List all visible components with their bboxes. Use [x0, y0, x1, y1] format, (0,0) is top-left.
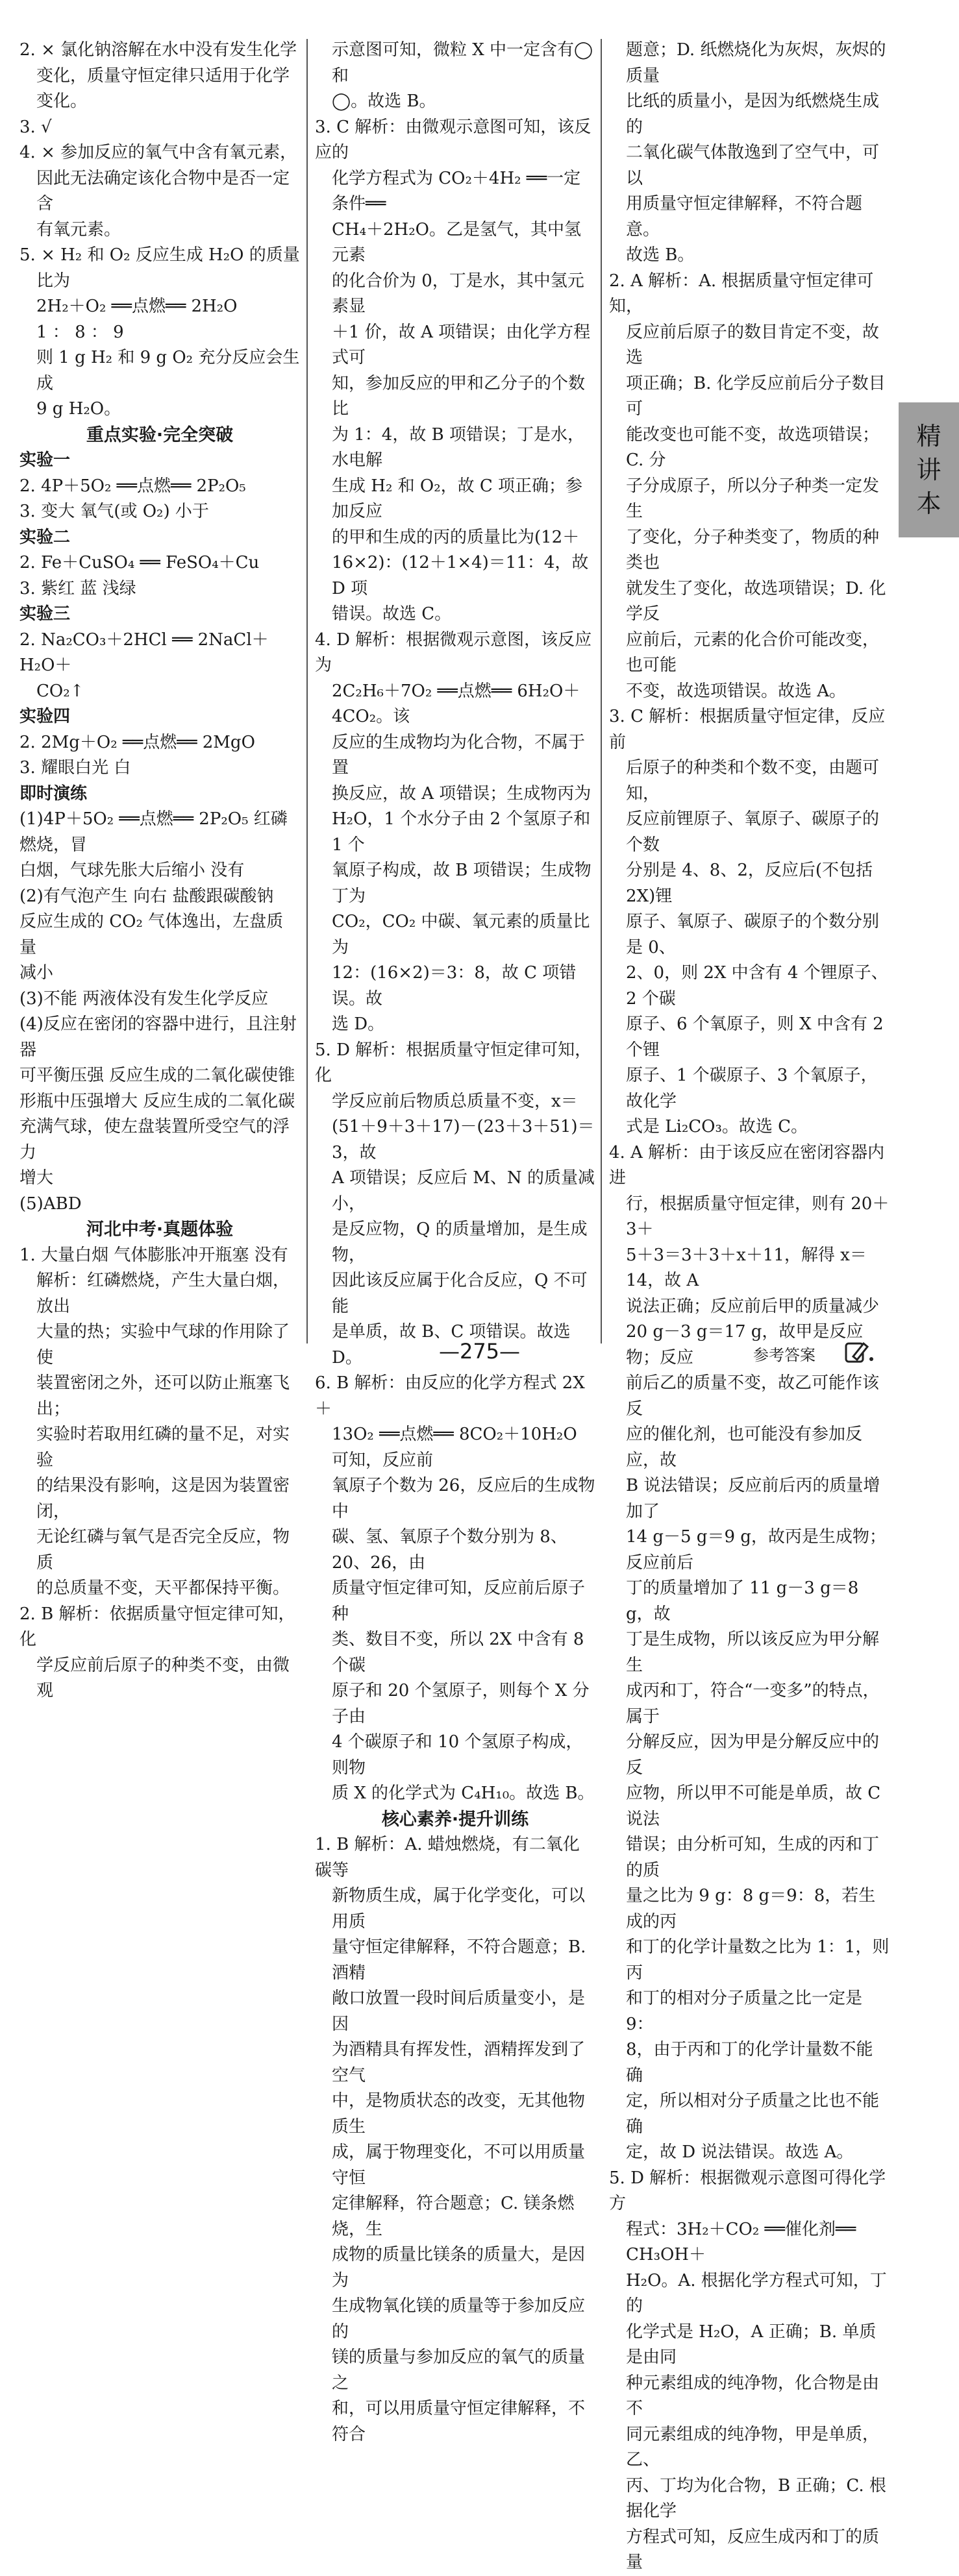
text-line: 成物的质量比镁条的质量大，是因为: [332, 2245, 586, 2290]
text-line: (1)4P＋5O₂ ══点燃══ 2P₂O₅ 红磷燃烧，冒: [19, 809, 288, 855]
text-line: 说法正确；反应前后甲的质量减少: [626, 1296, 880, 1316]
text-line: H₂O。A. 根据化学方程式可知，丁的: [626, 2270, 887, 2316]
text-line: 分解反应，因为甲是分解反应中的反: [626, 1732, 880, 1778]
text-line: 换反应，故 A 项错误；生成物丙为: [332, 783, 592, 803]
text-line: 比纸的质量小，是因为纸燃烧生成的: [626, 92, 880, 137]
text-line: 实验时若取用红磷的量不足，对实验: [36, 1425, 290, 1470]
text-line: 无论红磷与氧气是否完全反应，物质: [36, 1527, 290, 1573]
text-line: 1. 大量白烟 气体膨胀冲开瓶塞 没有: [19, 1245, 288, 1265]
text-line: 2H₂＋O₂ ══点燃══ 2H₂O: [36, 297, 238, 316]
column-right: [609, 38, 890, 2576]
text-line: 1 ： 8 ： 9: [36, 322, 124, 342]
text-line: 为 1：4，故 B 项错误；丁是水，水电解: [332, 424, 584, 470]
text-line: 有氧元素。: [36, 219, 121, 239]
text-line: 行，根据质量守恒定律，则有 20＋3＋: [626, 1194, 890, 1239]
text-line: 知，参加反应的甲和乙分子的个数比: [332, 373, 586, 419]
text-line: 原子、氧原子、碳原子的个数分别是 0、: [626, 912, 880, 957]
text-line: 方程式可知，反应生成丙和丁的质量: [626, 2527, 880, 2572]
text-line: 9 g H₂O。: [36, 399, 121, 419]
text-line: 因此该反应属于化合反应，Q 不可能: [332, 1271, 588, 1316]
text-line: 能改变也可能不变，故选项错误；C. 分: [626, 424, 880, 470]
side-tab-char: 讲: [916, 456, 941, 484]
text-line: ◯。故选 B。: [332, 92, 436, 111]
text-line: 20 g－3 g＝17 g，故甲是反应物；反应: [626, 1322, 864, 1368]
sub-heading: 即时演练: [19, 783, 88, 803]
text-line: 5. D 解析：根据微观示意图可得化学方: [609, 2168, 886, 2213]
text-line: 5. D 解析：根据质量守恒定律可知，化: [315, 1040, 592, 1085]
text-line: 学反应前后物质总质量不变，x＝: [332, 1091, 578, 1111]
text-line: 3. 紫红 蓝 浅绿: [19, 578, 136, 598]
text-line: 2. 2Mg＋O₂ ══点燃══ 2MgO: [19, 732, 255, 752]
text-line: CH₄＋2H₂O。乙是氢气，其中氢元素: [332, 219, 581, 265]
text-line: 定律解释，符合题意；C. 镁条燃烧，生: [332, 2194, 575, 2239]
side-tab-char: 精: [916, 422, 941, 450]
text-line: 应的催化剂，也可能没有参加反应，故: [626, 1425, 863, 1470]
text-line: 选 D。: [332, 1014, 385, 1034]
text-line: 可平衡压强 反应生成的二氧化碳使锥: [19, 1066, 295, 1085]
text-line: 原子和 20 个氢原子，则每个 X 分子由: [332, 1681, 590, 1726]
text-line: (3)不能 两液体没有发生化学反应: [19, 988, 269, 1009]
text-line: 成，属于物理变化，不可以用质量守恒: [332, 2142, 586, 2188]
sub-heading: 实验一: [19, 450, 71, 470]
text-line: 4. A 解析：由于该反应在密闭容器内进: [609, 1142, 885, 1188]
text-line: 式是 Li₂CO₃。故选 C。: [626, 1117, 808, 1136]
text-line: 2. Fe＋CuSO₄ ══ FeSO₄＋Cu: [19, 553, 260, 572]
text-line: 了变化，分子种类变了，物质的种类也: [626, 527, 880, 572]
text-line: 错误；由分析可知，生成的丙和丁的质: [626, 1835, 880, 1880]
text-line: 同元素组成的纯净物，甲是单质，乙、: [626, 2424, 880, 2470]
text-line: 2. 4P＋5O₂ ══点燃══ 2P₂O₅: [19, 476, 246, 496]
text-line: 4 个碳原子和 10 个氢原子构成，则物: [332, 1732, 583, 1778]
text-line: 3. √: [19, 117, 52, 137]
text-line: 敞口放置一段时间后质量变小，是因: [332, 1989, 586, 2034]
text-line: 程式：3H₂＋CO₂ ══催化剂══ CH₃OH＋: [626, 2219, 856, 2264]
text-line: 3. 变大 氧气(或 O₂) 小于: [19, 502, 209, 521]
text-line: 减小: [19, 963, 54, 983]
text-line: 质 X 的化学式为 C₄H₁₀。故选 B。: [332, 1784, 595, 1803]
text-line: 8，由于丙和丁的化学计量数不能确: [626, 2040, 873, 2085]
text-line: 定，故 D 说法错误。故选 A。: [626, 2142, 854, 2162]
text-line: 量之比为 9 g：8 g＝9：8，若生成的丙: [626, 1886, 876, 1932]
page-number: —275—: [438, 1339, 521, 1364]
column-divider: [306, 39, 308, 1343]
section-heading: 重点实验·完全突破: [86, 424, 234, 445]
text-line: 装置密闭之外，还可以防止瓶塞飞出；: [36, 1373, 290, 1419]
text-line: 2. A 解析：A. 根据质量守恒定律可知，: [609, 271, 874, 316]
text-line: 应物，所以甲不可能是单质，故 C 说法: [626, 1784, 881, 1829]
text-line: H₂O，1 个水分子由 2 个氢原子和 1 个: [332, 809, 591, 855]
sub-heading: 实验二: [19, 527, 71, 547]
text-line: 和，可以用质量守恒定律解释，不符合: [332, 2399, 586, 2444]
side-tab-char: 本: [916, 489, 941, 518]
footer-label: 参考答案: [753, 1346, 816, 1364]
text-line: 4. D 解析：根据微观示意图，该反应为: [315, 630, 592, 675]
text-line: 反应前锂原子、氧原子、碳原子的个数: [626, 809, 880, 855]
text-line: 2. Na₂CO₃＋2HCl ══ 2NaCl＋H₂O＋: [19, 630, 269, 675]
text-line: (5)ABD: [19, 1194, 82, 1214]
text-line: 就发生了变化，故选项错误；D. 化学反: [626, 578, 886, 624]
text-line: ＋1 价，故 A 项错误；由化学方程式可: [332, 322, 591, 367]
text-line: 分别是 4、8、2，反应后(不包括 2X)锂: [626, 861, 873, 906]
text-line: 碳、氢、氧原子个数分别为 8、20、26，由: [332, 1527, 567, 1573]
column-divider: [601, 39, 602, 1343]
text-line: 是单质，故 B、C 项错误。故选 D。: [332, 1322, 571, 1368]
text-line: 丙、丁均为化合物，B 正确；C. 根据化学: [626, 2475, 886, 2521]
text-line: 前后乙的质量不变，故乙可能作该反: [626, 1373, 880, 1419]
text-line: 因此无法确定该化合物中是否一定含: [36, 168, 290, 214]
text-line: 则 1 g H₂ 和 9 g O₂ 充分反应会生成: [36, 348, 300, 393]
text-line: 类、数目不变，所以 2X 中含有 8 个碳: [332, 1630, 584, 1675]
text-line: B 说法错误；反应前后丙的质量增加了: [626, 1476, 880, 1521]
text-line: 的化合价为 0，丁是水，其中氢元素显: [332, 271, 584, 316]
text-line: 氧原子构成，故 B 项错误；生成物丁为: [332, 861, 592, 906]
text-line: 错误。故选 C。: [332, 604, 452, 624]
text-line: 质量守恒定律可知，反应前后原子种: [332, 1578, 586, 1624]
text-line: 生成物氧化镁的质量等于参加反应的: [332, 2296, 586, 2342]
text-line: 形瓶中压强增大 反应生成的二氧化碳: [19, 1091, 295, 1111]
text-line: 丁是生成物，所以该反应为甲分解生: [626, 1630, 880, 1675]
text-line: 1. B 解析：A. 蜡烛燃烧，有二氧化碳等: [315, 1835, 580, 1880]
text-line: 变化。: [36, 92, 88, 111]
text-line: (4)反应在密闭的容器中进行，且注射器: [19, 1014, 297, 1060]
text-line: 2. × 氯化钠溶解在水中没有发生化学: [19, 40, 297, 60]
column-middle: [315, 38, 595, 2447]
text-line: (2)有气泡产生 向右 盐酸跟碳酸钠: [19, 886, 274, 906]
text-line: 6. B 解析：由反应的化学方程式 2X＋: [315, 1373, 585, 1419]
text-line: 2、0，则 2X 中含有 4 个锂原子、2 个碳: [626, 963, 888, 1009]
text-line: 反应的生成物均为化合物，不属于置: [332, 732, 586, 778]
section-heading: 核心素养·提升训练: [381, 1809, 529, 1830]
text-line: 镁的质量与参加反应的氧气的质量之: [332, 2348, 586, 2393]
text-line: 题意；D. 纸燃烧化为灰烬，灰烬的质量: [626, 40, 886, 86]
text-line: 种元素组成的纯净物，化合物是由不: [626, 2373, 880, 2418]
text-line: 成丙和丁，符合“一变多”的特点，属于: [626, 1681, 880, 1726]
text-line: 不变，故选项错误。故选 A。: [626, 681, 847, 701]
text-line: 化学式是 H₂O，A 正确；B. 单质是由同: [626, 2322, 877, 2367]
text-line: 学反应前后原子的种类不变，由微观: [36, 1655, 290, 1700]
text-line: 丁的质量增加了 11 g－3 g＝8 g，故: [626, 1578, 859, 1624]
text-line: 13O₂ ══点燃══ 8CO₂＋10H₂O 可知，反应前: [332, 1425, 577, 1470]
text-line: 定，所以相对分子质量之比也不能确: [626, 2091, 880, 2137]
text-line: 化学方程式为 CO₂＋4H₂ ══一定条件══: [332, 168, 581, 214]
text-line: 和丁的相对分子质量之比一定是 9：: [626, 1989, 863, 2034]
text-line: 的总质量不变，天平都保持平衡。: [36, 1578, 290, 1598]
text-line: 为酒精具有挥发性，酒精挥发到了空气: [332, 2040, 586, 2085]
text-line: 4. × 参加反应的氧气中含有氧元素，: [19, 143, 297, 162]
text-line: 3. C 解析：根据质量守恒定律，反应前: [609, 707, 886, 752]
text-line: 3. C 解析：由微观示意图可知，该反应的: [315, 117, 592, 162]
text-line: 是反应物，Q 的质量增加，是生成物，: [332, 1220, 588, 1265]
text-line: 白烟，气球先胀大后缩小 没有: [19, 861, 245, 880]
text-line: 16×2)：(12＋1×4)＝11：4，故 D 项: [332, 553, 589, 598]
text-line: 12：(16×2)＝3：8，故 C 项错误。故: [332, 963, 577, 1009]
text-line: 2C₂H₆＋7O₂ ══点燃══ 6H₂O＋4CO₂。该: [332, 681, 580, 726]
text-line: 的结果没有影响，这是因为装置密闭，: [36, 1476, 290, 1521]
text-line: 的甲和生成的丙的质量比为(12＋: [332, 527, 580, 547]
text-line: (51＋9＋3＋17)－(23＋3＋51)＝3，故: [332, 1117, 595, 1162]
text-line: 3. 耀眼白光 白: [19, 758, 131, 778]
text-line: 中，是物质状态的改变，无其他物质生: [332, 2091, 586, 2137]
text-line: 充满气球，使左盘装置所受空气的浮力: [19, 1117, 290, 1162]
text-line: 原子、6 个氧原子，则 X 中含有 2 个锂: [626, 1014, 884, 1060]
text-line: 和丁的化学计量数之比为 1：1，则丙: [626, 1937, 890, 1983]
text-line: 二氧化碳气体散逸到了空气中，可以: [626, 143, 880, 188]
text-line: 比为: [36, 271, 71, 291]
text-line: 解析：红磷燃烧，产生大量白烟，放出: [36, 1271, 290, 1316]
text-line: 14 g－5 g＝9 g，故丙是生成物；反应前后: [626, 1527, 886, 1573]
text-line: 原子、1 个碳原子、3 个氧原子，故化学: [626, 1066, 878, 1111]
text-line: 示意图可知，微粒 X 中一定含有◯和: [332, 40, 593, 86]
pencil-note-icon: [844, 1340, 874, 1368]
text-line: 应前后，元素的化合价可能改变，也可能: [626, 630, 880, 675]
text-line: 变化，质量守恒定律只适用于化学: [36, 66, 290, 86]
text-line: 增大: [19, 1168, 54, 1188]
sub-heading: 实验四: [19, 707, 71, 726]
text-line: 大量的热；实验中气球的作用除了使: [36, 1322, 290, 1368]
text-line: 故选 B。: [626, 245, 695, 265]
text-line: 子分成原子，所以分子种类一定发生: [626, 476, 880, 521]
text-line: 2. B 解析：依据质量守恒定律可知，化: [19, 1604, 295, 1649]
sub-heading: 实验三: [19, 604, 71, 624]
text-line: 5. × H₂ 和 O₂ 反应生成 H₂O 的质量: [19, 245, 300, 265]
text-line: CO₂↑: [36, 681, 84, 701]
text-line: CO₂，CO₂ 中碳、氧元素的质量比为: [332, 912, 590, 957]
text-line: 项正确；B. 化学反应前后分子数目可: [626, 373, 886, 419]
text-line: 反应生成的 CO₂ 气体逸出，左盘质量: [19, 912, 284, 957]
text-line: 5＋3＝3＋3＋x＋11，解得 x＝14，故 A: [626, 1245, 867, 1290]
text-line: 量守恒定律解释，不符合题意；B. 酒精: [332, 1937, 586, 1983]
text-line: 用质量守恒定律解释，不符合题意。: [626, 194, 863, 239]
text-line: 反应前后原子的数目肯定不变，故选: [626, 322, 880, 367]
side-tab: [899, 402, 959, 537]
text-line: 生成 H₂ 和 O₂，故 C 项正确；参加反应: [332, 476, 583, 521]
section-heading: 河北中考·真题体验: [86, 1220, 234, 1240]
text-line: 氧原子个数为 26，反应后的生成物中: [332, 1476, 595, 1521]
text-line: 新物质生成，属于化学变化，可以用质: [332, 1886, 586, 1932]
text-line: A 项错误；反应后 M、N 的质量减小，: [332, 1168, 595, 1214]
column-left: [19, 38, 300, 1704]
text-line: 后原子的种类和个数不变，由题可知，: [626, 758, 880, 803]
